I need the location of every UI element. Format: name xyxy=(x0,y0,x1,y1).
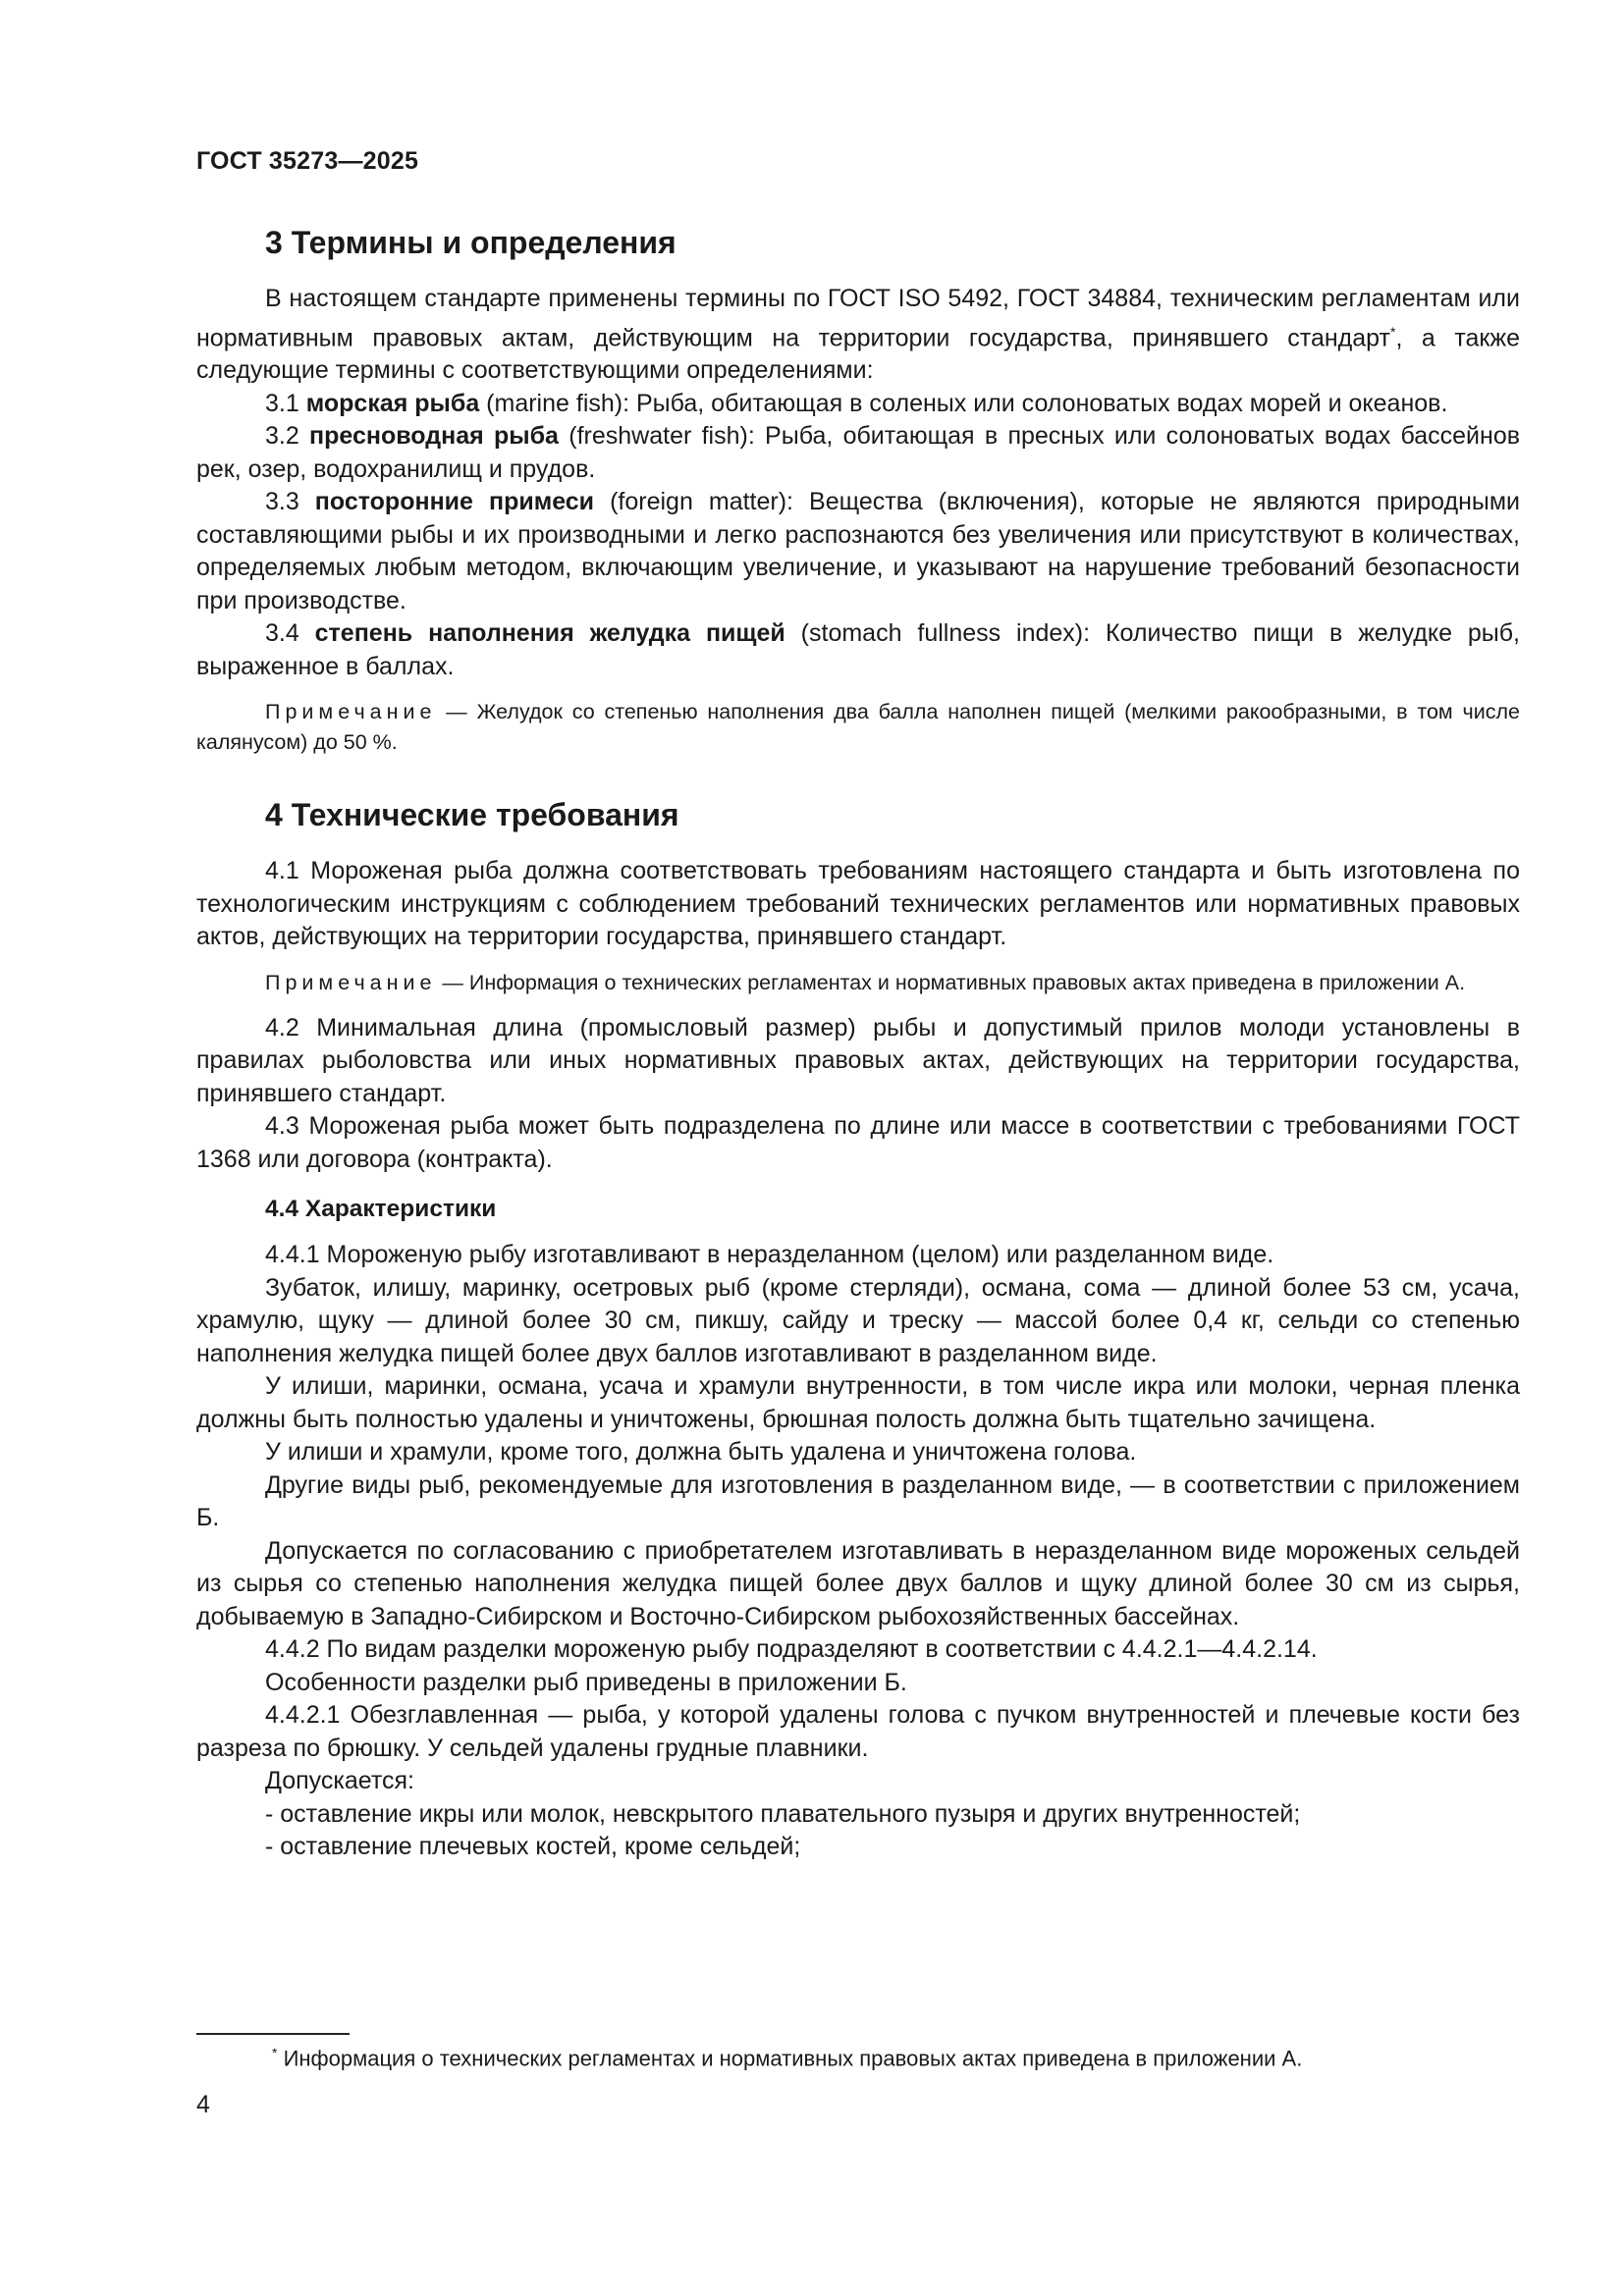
term-name: морская рыба xyxy=(305,389,480,417)
paragraph-4-4-1-f: Допускается по согласованию с приобретателем изготавливать в неразделанном виде мороженых сельдей из сырья со степенью наполнения желудка пищей более двух баллов и щуку длиной более 30 см из сырья, добываемую в Западно-Сибирском и Восточно-Сибирском рыбохозяйственных бассейнах. xyxy=(196,1536,1520,1630)
document-page xyxy=(196,147,1520,1864)
document-header: ГОСТ 35273—2025 xyxy=(196,147,419,175)
paragraph-4-4-2-b: Особенности разделки рыб приведены в приложении Б. xyxy=(265,1668,907,1696)
allowed-label: Допускается: xyxy=(265,1767,414,1795)
paragraph-4-1: 4.1 Мороженая рыба должна соответствовать требованиям настоящего стандарта и быть изготовлена по технологическим инструкциям с соблюдением требований технических регламентов или нормативных правовых актов, действующих на территории государства, принявшего стандарт. xyxy=(196,857,1520,951)
note-label: Примечание xyxy=(265,970,437,994)
section-3-note: Примечание — Желудок со степенью наполнения два балла наполнен пищей (мелкими ракообразными, в том числе калянусом) до 50 %. xyxy=(196,700,1520,755)
section-4-title: 4 Технические требования xyxy=(265,797,679,833)
term-name: посторонние примеси xyxy=(314,488,595,516)
paragraph-4-4-1: 4.4.1 Мороженую рыбу изготавливают в неразделанном (целом) или разделанном виде. xyxy=(265,1241,1274,1269)
paragraph-4-4-1-e: Другие виды рыб, рекомендуемые для изготовления в разделанном виде, — в соответствии с приложением Б. xyxy=(196,1470,1520,1532)
paragraph-4-4-1-c: У илиши, маринки, османа, усача и храмули внутренности, в том числе икра или молоки, черная пленка должны быть полностью удалены и уничтожены, брюшная полость должна быть тщательно зачищена. xyxy=(196,1372,1520,1433)
paragraph-4-4-2-1: 4.4.2.1 Обезглавленная — рыба, у которой удалены голова с пучком внутренностей и плечевые кости без разреза по брюшку. У сельдей удалены грудные плавники. xyxy=(196,1701,1520,1762)
note-label: Примечание xyxy=(265,700,437,724)
paragraph-4-4-1-d: У илиши и храмули, кроме того, должна быть удалена и уничтожена голова. xyxy=(265,1438,1137,1467)
paragraph-4-4-2: 4.4.2 По видам разделки мороженую рыбу подразделяют в соответствии с 4.4.2.1—4.4.2.14. xyxy=(265,1635,1318,1664)
term-3-3: 3.3 посторонние примеси (foreign matter): Вещества (включения), которые не являются природными составляющими рыбы и их производными и легко распознаются без увеличения или присутствуют в количествах, определяемых любым методом, включающим увеличение, и указывают на нарушение требований безопасности при производстве. xyxy=(196,488,1521,614)
list-item: - оставление икры или молок, невскрытого плавательного пузыря и других внутренностей; xyxy=(265,1799,1301,1828)
list-item: - оставление плечевых костей, кроме сельдей; xyxy=(265,1833,801,1861)
term-3-2: 3.2 пресноводная рыба (freshwater fish): Рыба, обитающая в пресных или солоноватых водах бассейнов рек, озер, водохранилищ и прудов. xyxy=(196,422,1520,483)
term-3-1: 3.1 морская рыба (marine fish): Рыба, обитающая в соленых или солоноватых водах морей и океанов. xyxy=(265,389,1448,417)
footnote-ref: * xyxy=(1389,323,1396,340)
term-name: степень наполнения желудка пищей xyxy=(314,619,785,648)
subsection-4-4-title: 4.4 Характеристики xyxy=(265,1196,497,1223)
section-3-title: 3 Термины и определения xyxy=(265,225,677,260)
paragraph-4-2: 4.2 Минимальная длина (промысловый размер) рыбы и допустимый прилов молоди установлены в правилах рыболовства или иных нормативных правовых актах, действующих на территории государства, принявшего стандарт. xyxy=(196,1013,1520,1107)
footnote-mark: * xyxy=(272,2045,278,2060)
footnote: * Информация о технических регламентах и нормативных правовых актах приведена в приложении А. xyxy=(272,2045,1303,2071)
footnote-divider xyxy=(196,2033,350,2035)
term-3-4: 3.4 степень наполнения желудка пищей (stomach fullness index): Количество пищи в желудке рыб, выраженное в баллах. xyxy=(196,619,1520,680)
term-name: пресноводная рыба xyxy=(309,422,559,451)
section-3-intro: В настоящем стандарте применены термины по ГОСТ ISO 5492, ГОСТ 34884, техническим регламентам или нормативным правовых актам, действующим на территории государства, принявшего стандарт*, а также следующие термины с соответствующими определениями: xyxy=(196,285,1520,385)
paragraph-4-3: 4.3 Мороженая рыба может быть подразделена по длине или массе в соответствии с требованиями ГОСТ 1368 или договора (контракта). xyxy=(196,1112,1520,1173)
paragraph-4-4-1-b: Зубаток, илишу, маринку, осетровых рыб (кроме стерляди), османа, сома — длиной более 53 см, усача, храмулю, щуку — длиной более 30 см, пикшу, сайду и треску — массой более 0,4 кг, сельди со степенью наполнения желудка пищей более двух баллов изготавливают в разделанном виде. xyxy=(196,1273,1520,1367)
page-number: 4 xyxy=(196,2091,210,2118)
section-4-note: Примечание — Информация о технических регламентах и нормативных правовых актах приведена в приложении А. xyxy=(265,970,1466,994)
